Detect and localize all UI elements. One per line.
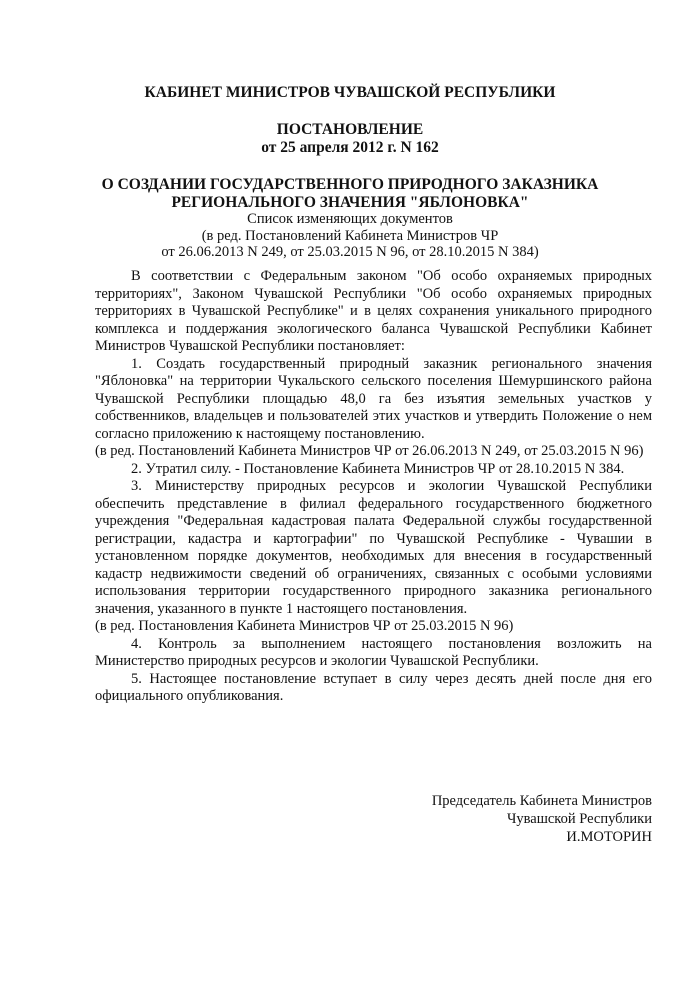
signatory-position-line-2: Чувашской Республики (506, 811, 652, 827)
amendments-line-2: от 26.06.2013 N 249, от 25.03.2015 N 96, от 28.10.2015 N 384) (161, 244, 539, 260)
document-type: ПОСТАНОВЛЕНИЕ (276, 121, 424, 138)
clause-1: 1. Создать государственный природный заказник регионального значения "Яблоновка" на территории Чукальского сельского поселения Шемуршинского района Чувашской Республики площадью 48,0 га без изъятия земельных участков у собственников, владельцев и пользователей этих участков и утвердить Положение о нем согласно приложению к настоящему постановлению. (95, 355, 652, 442)
document-body (95, 268, 652, 706)
document-title-line-2: РЕГИОНАЛЬНОГО ЗНАЧЕНИЯ "ЯБЛОНОВКА" (171, 194, 529, 211)
amendments-heading: Список изменяющих документов (247, 211, 453, 227)
clause-1-amendment-note: (в ред. Постановлений Кабинета Министров ЧР от 26.06.2013 N 249, от 25.03.2015 N 96) (95, 443, 644, 459)
issuing-authority (100, 84, 600, 102)
document-type-block (100, 121, 600, 157)
signature-block (360, 792, 652, 846)
clause-4: 4. Контроль за выполнением настоящего постановления возложить на Министерство природных ресурсов и экологии Чувашской Республики. (95, 635, 652, 669)
amendments-line-1: (в ред. Постановлений Кабинета Министров ЧР (201, 227, 499, 244)
amendments-list (100, 211, 600, 261)
issuing-authority-text: КАБИНЕТ МИНИСТРОВ ЧУВАШСКОЙ РЕСПУБЛИКИ (144, 84, 556, 101)
clause-2: 2. Утратил силу. - Постановление Кабинета Министров ЧР от 28.10.2015 N 384. (131, 460, 625, 477)
signatory-position-line-1: Председатель Кабинета Министров (431, 793, 652, 809)
signatory-name: И.МОТОРИН (566, 829, 652, 845)
document-title (95, 176, 605, 212)
clause-5: 5. Настоящее постановление вступает в силу через десять дней после дня его официального опубликования. (95, 670, 652, 704)
document-title-line-1: О СОЗДАНИИ ГОСУДАРСТВЕННОГО ПРИРОДНОГО ЗАКАЗНИКА (101, 176, 599, 193)
document-date-number: от 25 апреля 2012 г. N 162 (261, 139, 439, 156)
clause-3: 3. Министерству природных ресурсов и экологии Чувашской Республики обеспечить представление в филиал федерального государственного бюджетного учреждения "Федеральная кадастровая палата Федеральной службы государственной регистрации, кадастра и картографии" по Чувашской Республике - Чувашии в установленном порядке документов, необходимых для внесения в государственный кадастр недвижимости сведений об ограничениях, связанных с особыми условиями использования территории государственного природного заказника регионального значения, указанного в пункте 1 настоящего постановления. (95, 478, 652, 617)
preamble-paragraph: В соответствии с Федеральным законом "Об особо охраняемых природных территориях", Законом Чувашской Республики "Об особо охраняемых природных территориях в Чувашской Республике" и в целях сохранения уникального природного комплекса и поддержания экологического баланса Чувашской Республики Кабинет Министров Чувашской Республики постановляет: (95, 268, 652, 354)
clause-3-amendment-note: (в ред. Постановления Кабинета Министров ЧР от 25.03.2015 N 96) (95, 618, 514, 634)
